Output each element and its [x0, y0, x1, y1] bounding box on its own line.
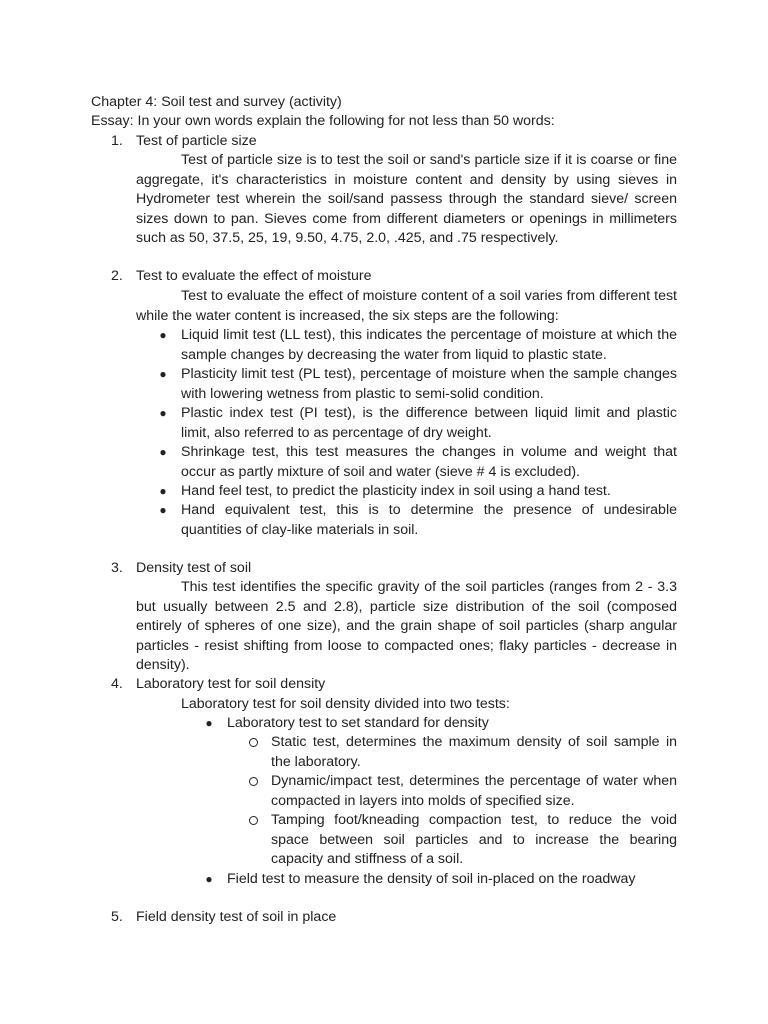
section-number: 4. [111, 676, 123, 692]
bullet-icon: ● [159, 484, 167, 498]
chapter-title: Chapter 4: Soil test and survey (activity) [91, 94, 342, 110]
essay-prompt: Essay: In your own words explain the following for not less than 50 words: [91, 113, 555, 129]
section-title: Density test of soil [136, 560, 252, 576]
bullet-icon: ● [159, 367, 167, 381]
list-item-text: Field test to measure the density of soil in-placed on the roadway [227, 871, 636, 887]
circle-bullet-icon [247, 772, 259, 793]
list-item-text: Plasticity limit test (PL test), percentage of moisture when the sample changes with lowering wetness from plastic to semi-solid condition. [181, 366, 677, 402]
section-title: Test of particle size [136, 133, 257, 149]
section-title: Laboratory test for soil density [136, 676, 326, 692]
circle-bullet-icon [247, 733, 259, 754]
section-number: 2. [111, 268, 123, 284]
section-number: 1. [111, 133, 123, 149]
circle-bullet-icon [247, 811, 259, 832]
list-item-text: Tamping foot/kneading compaction test, to reduce the void space between soil particles and to increase the bearing capacity and stiffness of a soil. [271, 812, 677, 867]
section-title: Test to evaluate the effect of moisture [136, 268, 372, 284]
bullet-icon: ● [159, 445, 167, 459]
list-item-text: Shrinkage test, this test measures the changes in volume and weight that occur as partly mixture of soil and water (sieve # 4 is excluded). [181, 444, 677, 480]
list-item-text: Hand feel test, to predict the plasticity index in soil using a hand test. [181, 483, 611, 499]
list-item-text: Hand equivalent test, this is to determine the presence of undesirable quantities of clay-like materials in soil. [181, 502, 677, 538]
list-item-text: Dynamic/impact test, determines the percentage of water when compacted in layers into molds of specified size. [271, 773, 677, 809]
bullet-icon: ● [159, 503, 167, 517]
section-body: This test identifies the specific gravity of the soil particles (ranges from 2 - 3.3 but usually between 2.5 and 2.8), particle size distribution of the soil (composed entirely of spheres of one size), and the grain shape of soil particles (sharp angular particles - resist shifting from loose to compacted ones; flaky particles - decrease in density). [136, 579, 677, 673]
list-item-text: Laboratory test to set standard for density [227, 715, 489, 731]
section-body: Test to evaluate the effect of moisture content of a soil varies from different test while the water content is increased, the six steps are the following: [136, 288, 677, 324]
bullet-icon: ● [159, 328, 167, 342]
bullet-icon: ● [159, 406, 167, 420]
section-number: 5. [111, 909, 123, 925]
bullet-icon: ● [205, 716, 213, 730]
section-title: Field density test of soil in place [136, 909, 337, 925]
bullet-icon: ● [205, 872, 213, 886]
section-number: 3. [111, 560, 123, 576]
section-body: Laboratory test for soil density divided into two tests: [181, 696, 510, 712]
list-item-text: Plastic index test (PI test), is the difference between liquid limit and plastic limit, also referred to as percentage of dry weight. [181, 405, 677, 441]
list-item-text: Static test, determines the maximum density of soil sample in the laboratory. [271, 734, 677, 770]
section-body: Test of particle size is to test the soil or sand's particle size if it is coarse or fine aggregate, it's characteristics in moisture content and density by using sieves in Hydrometer test wherein the soil/sand passess through the standard sieve/ screen sizes down to pan. Sieves come from different diameters or openings in millimeters such as 50, 37.5, 25, 19, 9.50, 4.75, 2.0, .425, and .75 respectively. [136, 152, 677, 246]
list-item-text: Liquid limit test (LL test), this indicates the percentage of moisture at which the sample changes by decreasing the water from liquid to plastic state. [181, 327, 677, 363]
